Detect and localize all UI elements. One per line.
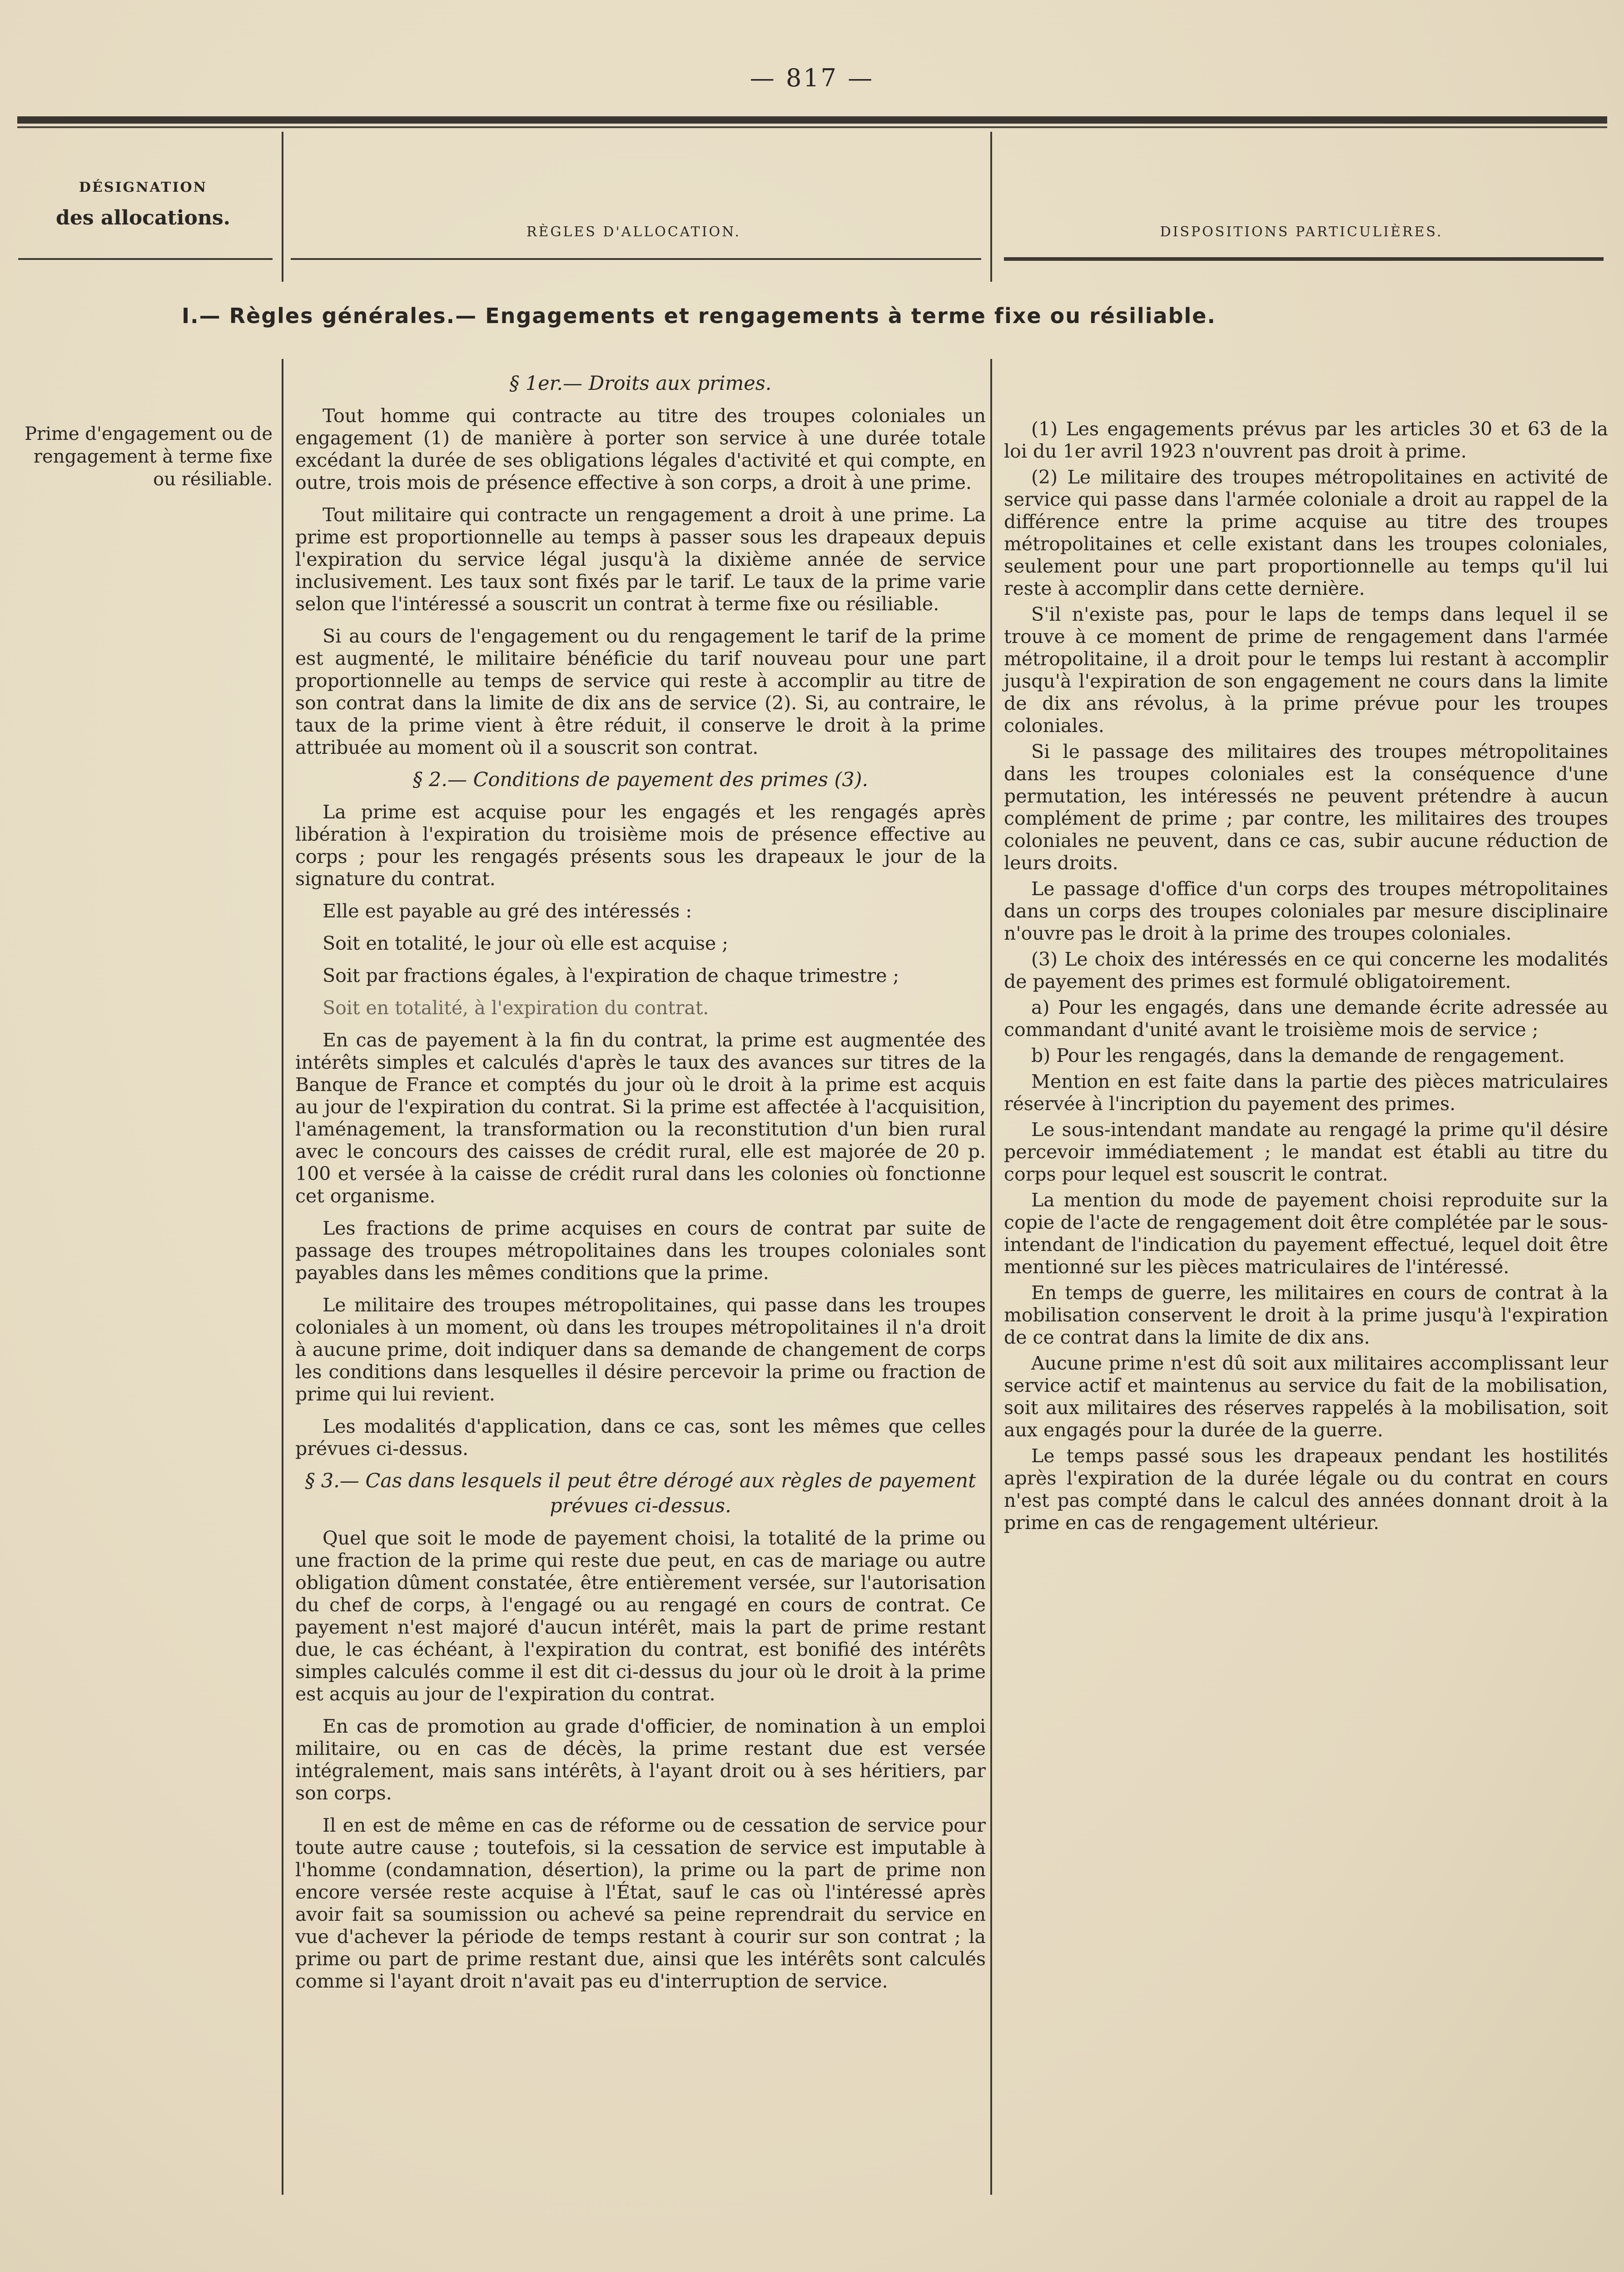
note-paragraph: b) Pour les rengagés, dans la demande de rengagement. bbox=[1031, 1045, 1565, 1066]
paragraph: Les fractions de prime acquises en cours de contrat par suite de passage des troupes métropolitaines dans les troupes coloniales sont payables dans les mêmes conditions que la prime. bbox=[295, 1217, 986, 1284]
page-number: — 817 — bbox=[750, 64, 874, 92]
paragraph: Quel que soit le mode de payement choisi, la totalité de la prime ou une fraction de la prime qui reste due peut, en cas de mariage ou autre obligation dûment constatée, être entièrement versée, sur l'autorisation du chef de corps, à l'engagé ou au rengagé en cours de contrat. Ce payement n'est majoré d'aucun intérêt, mais la part de prime restant due, le cas échéant, à l'expiration du contrat, est bonifié des intérêts simples calculés comme il est dit ci-dessus du jour où le droit à la prime est acquis au jour de l'expiration du contrat. bbox=[295, 1527, 986, 1705]
note-paragraph: En temps de guerre, les militaires en cours de contrat à la mobilisation conservent le droit à la prime jusqu'à l'expiration de ce contrat dans la limite de dix ans. bbox=[1004, 1282, 1608, 1348]
note-paragraph: (2) Le militaire des troupes métropolitaines en activité de service qui passe dans l'armée coloniale a droit au rappel de la différence entre la prime acquise au titre des troupes métropolitaines et celle existant dans les troupes coloniales, seulement pour une part proportionnelle au temps qu'il lui reste à accomplir dans cette dernière. bbox=[1004, 466, 1608, 599]
note-paragraph: a) Pour les engagés, dans une demande écrite adressée au commandant d'unité avant le troisième mois de service ; bbox=[1004, 996, 1608, 1041]
subheading-droits: § 1er.— Droits aux primes. bbox=[509, 372, 772, 395]
note-paragraph: Aucune prime n'est dû soit aux militaires accomplissant leur service actif et maintenus au service du fait de la mobilisation, soit aux militaires des réserves rappelés à la mobilisation, soit aux engagés pour la durée de la guerre. bbox=[1004, 1352, 1608, 1441]
subheading-conditions: § 2.— Conditions de payement des primes (3). bbox=[412, 768, 869, 791]
rules-column bbox=[295, 373, 986, 2003]
note-paragraph: (1) Les engagements prévus par les articles 30 et 63 de la loi du 1er avril 1923 n'ouvrent pas droit à prime. bbox=[1004, 418, 1608, 462]
header-provisions: DISPOSITIONS PARTICULIÈRES. bbox=[1160, 224, 1443, 240]
provisions-column bbox=[1004, 418, 1608, 1538]
note-paragraph: Le sous-intendant mandate au rengagé la prime qu'il désire percevoir immédiatement ; le mandat est établi au titre du corps pour lequel est souscrit le contrat. bbox=[1004, 1119, 1608, 1185]
header-bottom-rule-2 bbox=[291, 258, 981, 260]
header-divider-1 bbox=[282, 132, 283, 282]
paragraph: Tout homme qui contracte au titre des troupes coloniales un engagement (1) de manière à porter son service à une durée totale excédant la durée de ses obligations légales d'activité et qui compte, en outre, trois mois de présence effective à son corps, a droit à une prime. bbox=[295, 405, 986, 493]
paragraph: Tout militaire qui contracte un rengagement a droit à une prime. La prime est proportionnelle au temps à passer sous les drapeaux depuis l'expiration du service légal jusqu'à la dixième année de service inclusivement. Les taux sont fixés par le tarif. Le taux de la prime varie selon que l'intéressé a souscrit un contrat à terme fixe ou résiliable. bbox=[295, 504, 986, 615]
paragraph: Soit en totalité, le jour où elle est acquise ; bbox=[323, 932, 729, 954]
paragraph: Les modalités d'application, dans ce cas, sont les mêmes que celles prévues ci-dessus. bbox=[295, 1415, 986, 1460]
paragraph: Il en est de même en cas de réforme ou de cessation de service pour toute autre cause ; toutefois, si la cessation de service est imputable à l'homme (condamnation, désertion), la prime ou la part de prime non encore versée reste acquise à l'État, sauf le cas où l'intéressé après avoir fait sa soumission ou achevé sa peine reprendrait du service en vue d'achever la période de temps restant à courir sur son contrat ; la prime ou part de prime restant due, ainsi que les intérêts sont calculés comme si l'ayant droit n'avait pas eu d'interruption de service. bbox=[295, 1814, 986, 1992]
paragraph: Soit en totalité, à l'expiration du contrat. bbox=[323, 997, 709, 1019]
paragraph: Le militaire des troupes métropolitaines, qui passe dans les troupes coloniales à un moment, où dans les troupes métropolitaines il n'a droit à aucune prime, doit indiquer dans sa demande de changement de corps les conditions dans lesquelles il désire percevoir la prime ou fraction de prime qui lui revient. bbox=[295, 1294, 986, 1405]
allocation-label: Prime d'engagement ou de rengagement à terme fixe ou résiliable. bbox=[25, 424, 273, 490]
paragraph: La prime est acquise pour les engagés et les rengagés après libération à l'expiration du troisième mois de présence effective au corps ; pour les rengagés présents sous les drapeaux le jour de la signature du contrat. bbox=[295, 801, 986, 890]
subheading-derogation-cont: prévues ci-dessus. bbox=[550, 1495, 731, 1517]
section-title: I.— Règles générales.— Engagements et rengagements à terme fixe ou résiliable. bbox=[182, 304, 1216, 328]
paragraph: Elle est payable au gré des intéressés : bbox=[323, 900, 692, 922]
note-paragraph: La mention du mode de payement choisi reproduite sur la copie de l'acte de rengagement doit être complétée par le sous-intendant de l'indication du payement effectué, lequel doit être mentionné sur les pièces matriculaires de l'intéressé. bbox=[1004, 1189, 1608, 1278]
header-rules: RÈGLES D'ALLOCATION. bbox=[526, 224, 741, 240]
note-paragraph: Le passage d'office d'un corps des troupes métropolitaines dans un corps des troupes coloniales par mesure disciplinaire n'ouvre pas le droit à la prime des troupes coloniales. bbox=[1004, 878, 1608, 944]
header-designation-line1: DÉSIGNATION bbox=[79, 179, 208, 195]
paragraph: En cas de promotion au grade d'officier, de nomination à un emploi militaire, ou en cas de décès, la prime restant due est versée intégralement, mais sans intérêts, à l'ayant droit ou à ses héritiers, par son corps. bbox=[295, 1715, 986, 1804]
paragraph: Soit par fractions égales, à l'expiration de chaque trimestre ; bbox=[323, 965, 899, 987]
header-top-rule-thin bbox=[17, 126, 1607, 128]
note-paragraph: (3) Le choix des intéressés en ce qui concerne les modalités de payement des primes est formulé obligatoirement. bbox=[1004, 948, 1608, 992]
header-top-rule bbox=[17, 116, 1607, 124]
header-divider-2 bbox=[990, 132, 992, 282]
note-paragraph: S'il n'existe pas, pour le laps de temps dans lequel il se trouve à ce moment de prime de rengagement dans l'armée métropolitaine, il a droit pour le temps lui restant à accomplir jusqu'à l'expiration de son engagement ne cours dans la limite de dix ans révolus, à la prime prévue pour les troupes coloniales. bbox=[1004, 603, 1608, 737]
body-divider-1 bbox=[282, 359, 283, 2195]
paragraph: Si au cours de l'engagement ou du rengagement le tarif de la prime est augmenté, le militaire bénéficie du tarif nouveau pour une part proportionnelle au temps de service qui reste à accomplir au titre de son contrat dans la limite de dix ans de service (2). Si, au contraire, le taux de la prime vient à être réduit, il conserve le droit à la prime attribuée au moment où il a souscrit son contrat. bbox=[295, 625, 986, 758]
header-designation-line2: des allocations. bbox=[56, 206, 230, 229]
header-bottom-rule-3 bbox=[1004, 257, 1604, 261]
subheading-derogation: § 3.— Cas dans lesquels il peut être dérogé aux règles de payement bbox=[305, 1470, 976, 1492]
note-paragraph: Mention en est faite dans la partie des pièces matriculaires réservée à l'incription du payement des primes. bbox=[1004, 1071, 1608, 1115]
note-paragraph: Le temps passé sous les drapeaux pendant les hostilités après l'expiration de la durée légale ou du contrat en cours n'est pas compté dans le calcul des années donnant droit à la prime en cas de rengagement ultérieur. bbox=[1004, 1445, 1608, 1534]
header-bottom-rule-1 bbox=[18, 258, 273, 260]
paragraph: En cas de payement à la fin du contrat, la prime est augmentée des intérêts simples et calculés d'après le taux des avances sur titres de la Banque de France et comptés du jour où le droit à la prime est acquis au jour de l'expiration du contrat. Si la prime est affectée à l'acquisition, l'aménagement, la transformation ou la reconstitution d'un bien rural avec le concours des caisses de crédit rural, elle est majorée de 20 p. 100 et versée à la caisse de crédit rural dans les colonies où fonctionne cet organisme. bbox=[295, 1029, 986, 1207]
body-divider-2 bbox=[990, 359, 992, 2195]
header-designation bbox=[18, 132, 268, 277]
note-paragraph: Si le passage des militaires des troupes métropolitaines dans les troupes coloniales est la conséquence d'une permutation, les intéressés ne peuvent prétendre à aucun complément de prime ; par contre, les militaires des troupes coloniales ne peuvent, dans ce cas, subir aucune réduction de leurs droits. bbox=[1004, 741, 1608, 874]
